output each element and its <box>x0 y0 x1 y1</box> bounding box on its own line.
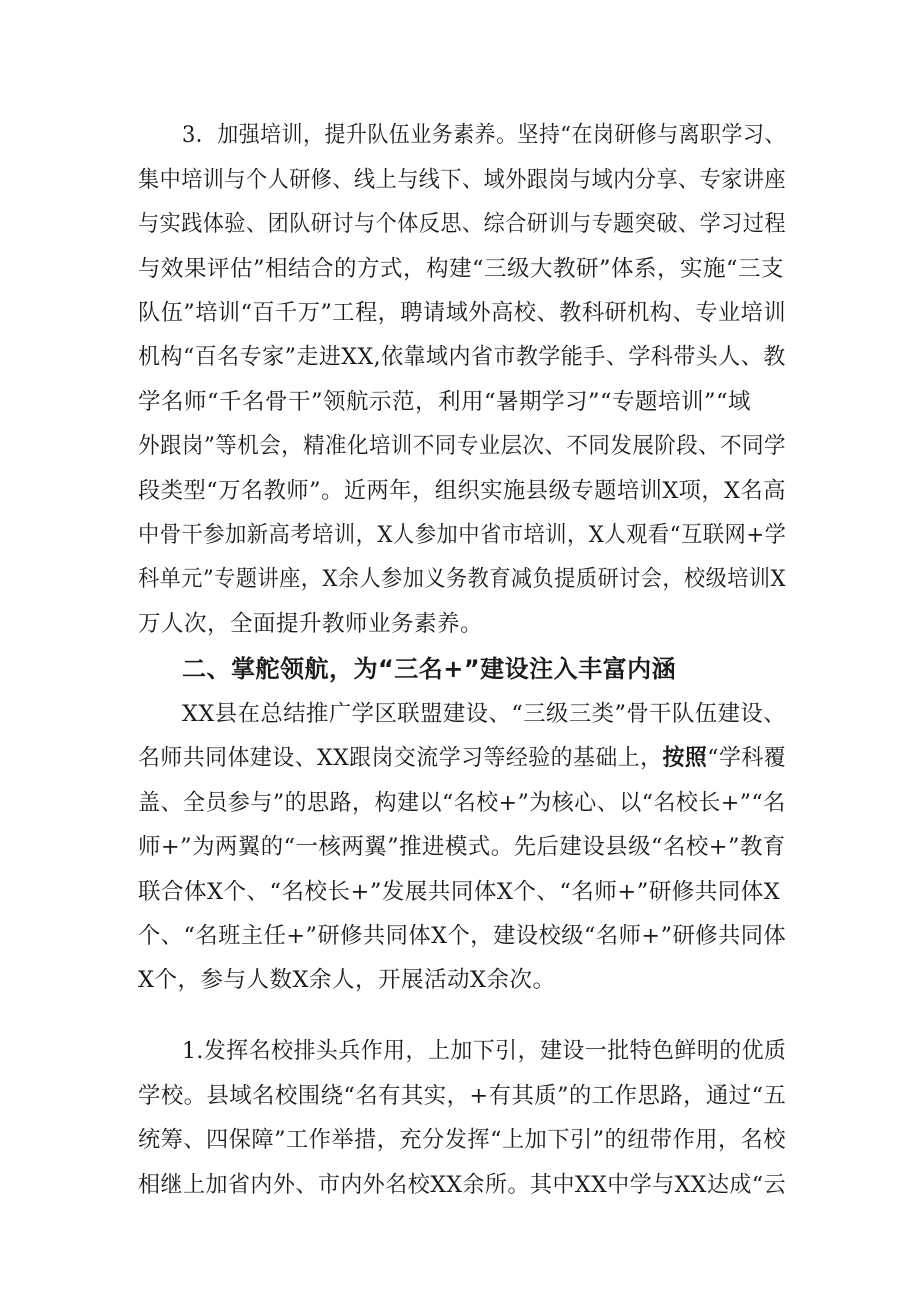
paragraph-line: 科单元”专题讲座，X余人参加义务教育减负提质研讨会，校级培训X <box>138 566 787 592</box>
paragraph-line: X个，参与人数X余人，开展活动X余次。 <box>138 967 556 993</box>
line-text: “学科覆 <box>707 745 787 771</box>
paragraph-line: 盖、全员参与”的思路，构建以“名校+”为核心、以“名校长+”“名 <box>138 790 786 816</box>
paragraph-line: 学校。县域名校围绕“名有其实，+有其质”的工作思路，通过“五 <box>138 1083 787 1109</box>
paragraph-line <box>138 741 786 775</box>
paragraph-line: XX县在总结推广学区联盟建设、“三级三类”骨干队伍建设、 <box>182 701 787 727</box>
paragraph-line: 个、“名班主任+”研修共同体X个，建设校级“名师+”研修共同体 <box>138 923 787 949</box>
paragraph-line: 万人次，全面提升教师业务素养。 <box>138 611 484 637</box>
paragraph-line: 与实践体验、团队研讨与个体反思、综合研训与专题突破、学习过程 <box>138 211 786 237</box>
paragraph-line: 集中培训与个人研修、线上与线下、域外跟岗与域内分享、专家讲座 <box>138 167 786 193</box>
paragraph-line: 1.发挥名校排头兵作用，上加下引，建设一批特色鲜明的优质 <box>182 1038 787 1064</box>
paragraph-line: 学名师“千名骨干”领航示范，利用“暑期学习”“专题培训”“域 <box>138 389 752 415</box>
section-heading: 二、掌舵领航，为“三名+”建设注入丰富内涵 <box>182 655 677 683</box>
paragraph-line: 中骨干参加新高考培训，X人参加中省市培训，X人观看“互联网+学 <box>138 522 787 548</box>
paragraph-line: 与效果评估”相结合的方式，构建“三级大教研”体系，实施“三支 <box>138 256 785 282</box>
paragraph-line: 师+”为两翼的“一核两翼”推进模式。先后建设县级“名校+”教育 <box>138 834 786 860</box>
line-text: 名师共同体建设、XX跟岗交流学习等经验的基础上， <box>138 745 663 771</box>
paragraph-line: 段类型“万名教师”。近两年，组织实施县级专题培训X项，X名高 <box>138 478 787 504</box>
paragraph-line: 机构“百名专家”走进XX,依靠域内省市教学能手、学科带头人、教 <box>138 344 786 370</box>
paragraph-line: 外跟岗”等机会，精准化培训不同专业层次、不同发展阶段、不同学 <box>138 433 786 459</box>
paragraph-line: 队伍”培训“百千万”工程，聘请域外高校、教科研机构、专业培训 <box>138 300 787 326</box>
paragraph-line: 相继上加省内外、市内外名校XX余所。其中XX中学与XX达成“云 <box>138 1172 787 1198</box>
paragraph-line: 3．加强培训，提升队伍业务素养。坚持“在岗研修与离职学习、 <box>182 122 786 148</box>
paragraph-line: 统筹、四保障”工作举措，充分发挥“上加下引”的纽带作用，名校 <box>138 1127 787 1153</box>
emphasis-text: 按照 <box>662 745 708 771</box>
paragraph-line: 联合体X个、“名校长+”发展共同体X个、“名师+”研修共同体X <box>138 879 781 905</box>
